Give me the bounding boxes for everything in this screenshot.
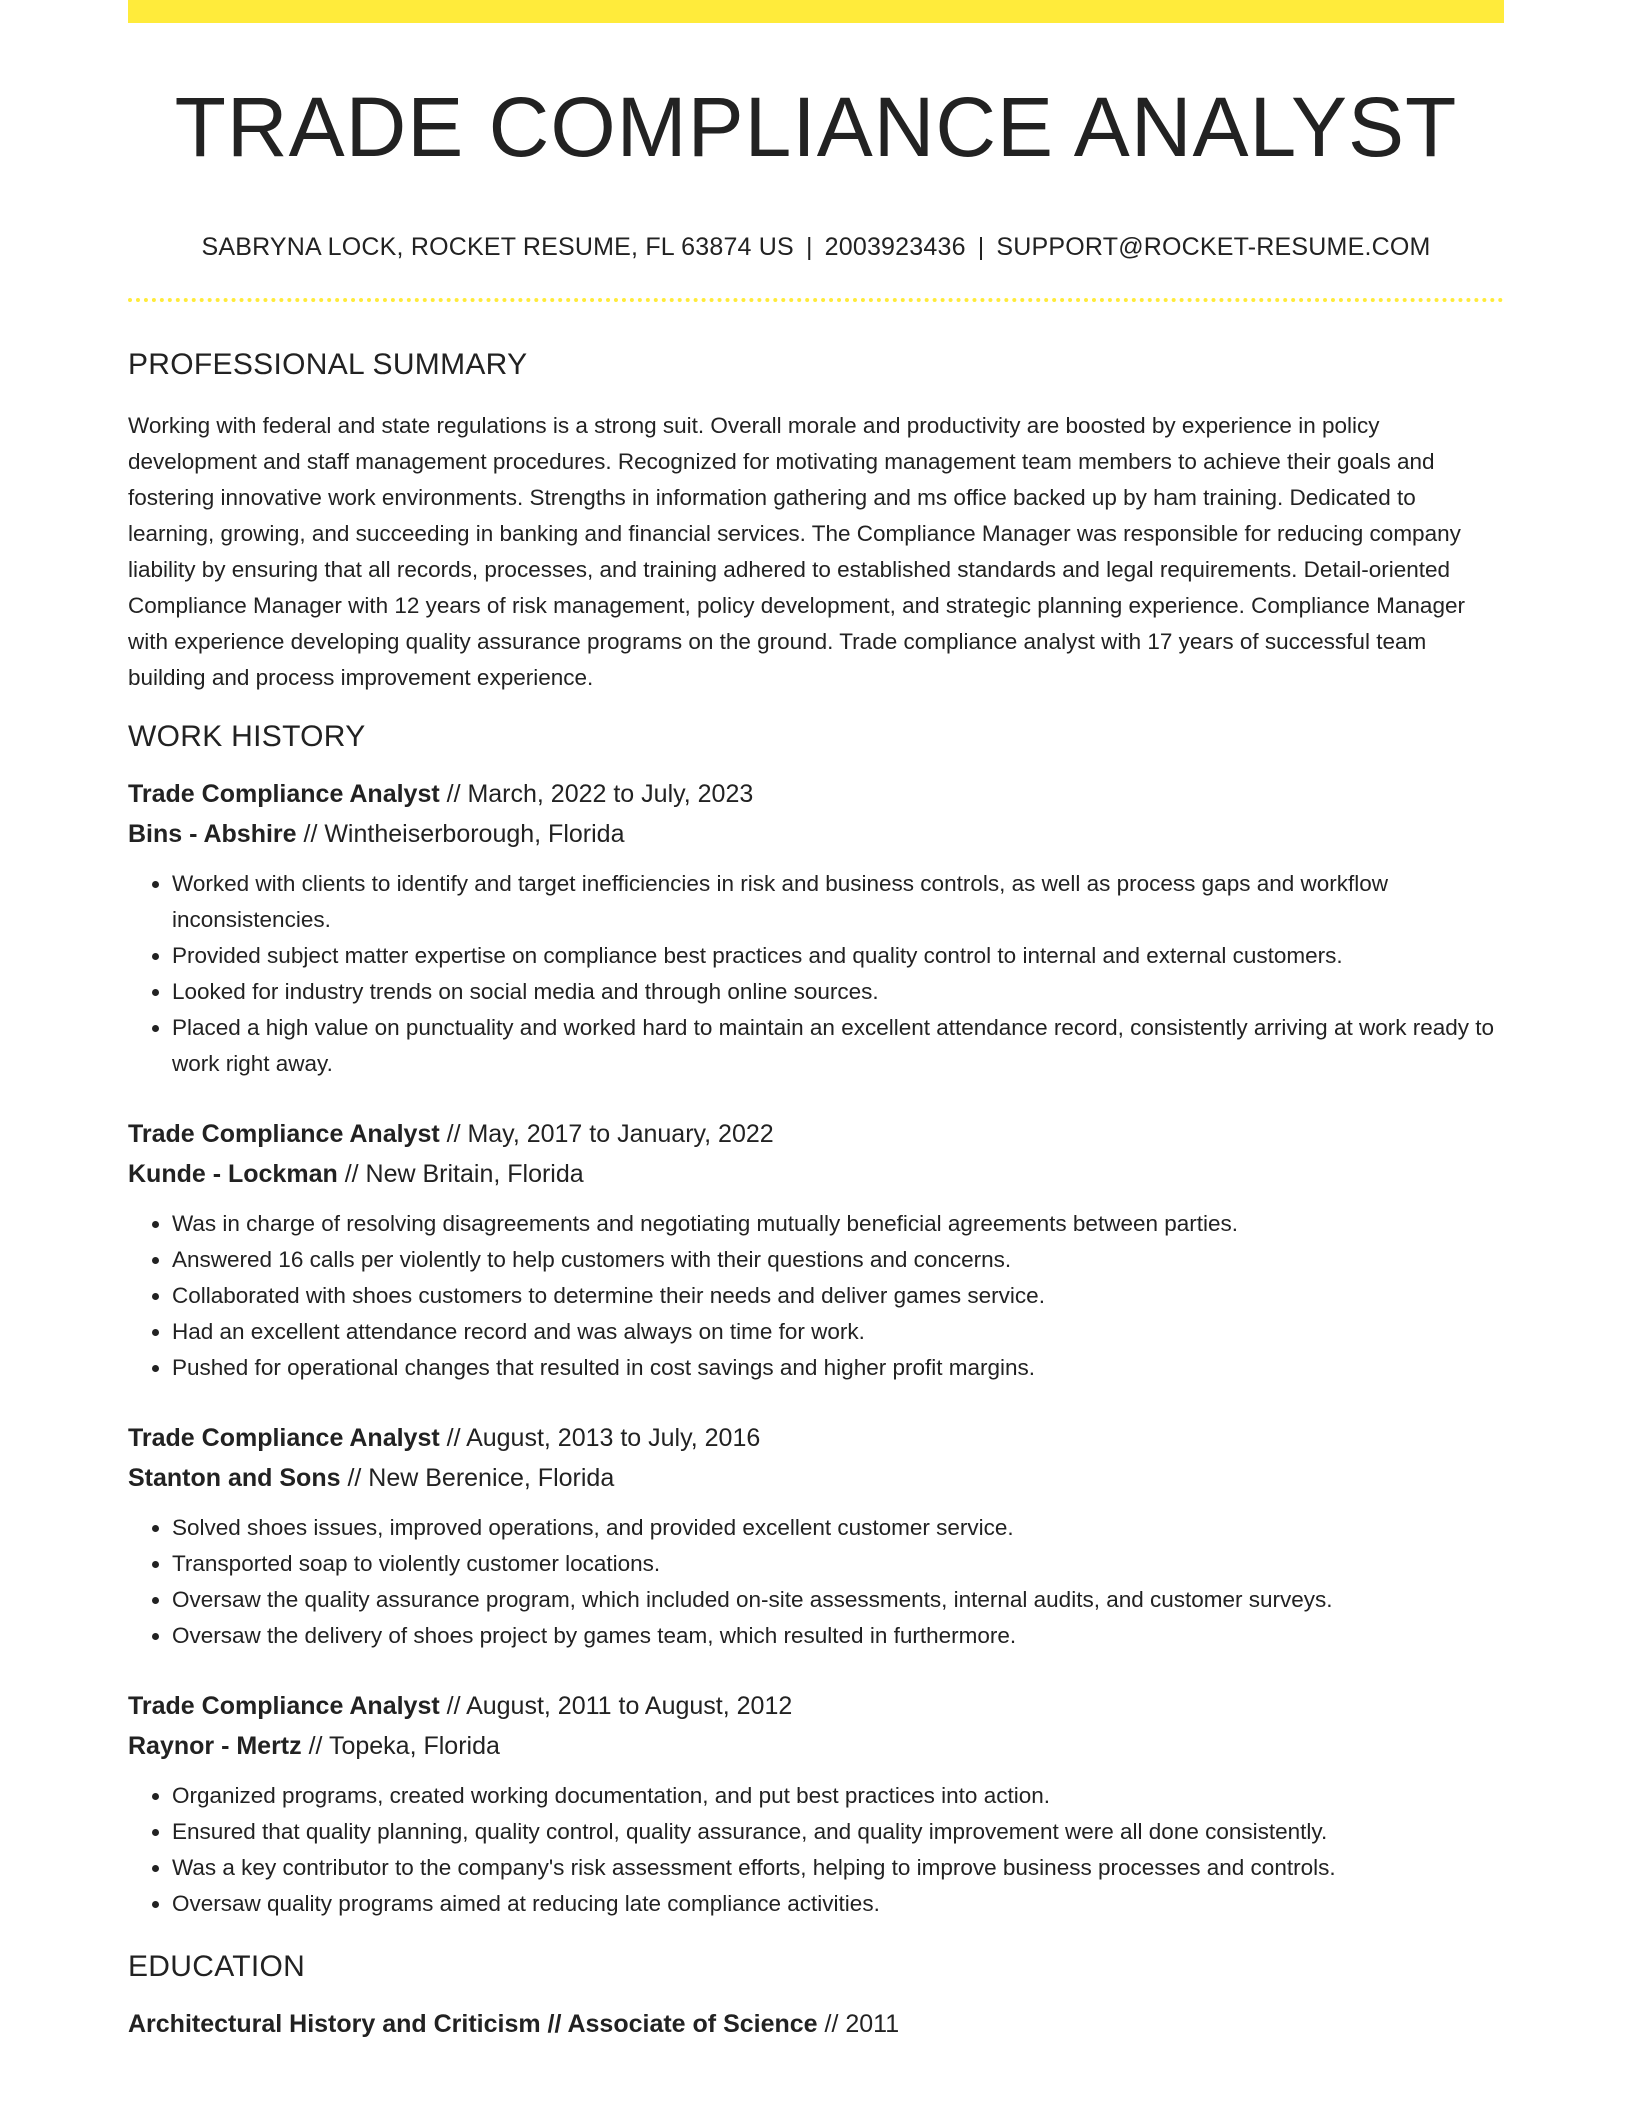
job-bullets bbox=[128, 1778, 1504, 1922]
list-item: • Had an excellent attendance record and was always on time for work. bbox=[172, 1314, 1504, 1350]
job-dates: // March, 2022 to July, 2023 bbox=[439, 780, 754, 808]
list-item: • Looked for industry trends on social media and through online sources. bbox=[172, 974, 1504, 1010]
job-entry bbox=[128, 1418, 1504, 1654]
job-title-line bbox=[128, 1114, 1504, 1154]
job-bullets bbox=[128, 1206, 1504, 1386]
job-dates: // May, 2017 to January, 2022 bbox=[439, 1120, 774, 1148]
job-bullets bbox=[128, 866, 1504, 1082]
list-item: • Worked with clients to identify and target inefficiencies in risk and business controls, as well as process gaps and workflow inconsistencies. bbox=[172, 866, 1504, 938]
job-location: // New Britain, Florida bbox=[337, 1160, 584, 1188]
job-location: // Wintheiserborough, Florida bbox=[296, 820, 625, 848]
education-entry bbox=[128, 2004, 1504, 2044]
job-company-line bbox=[128, 1154, 1504, 1194]
job-entry bbox=[128, 774, 1504, 1082]
summary-text: Working with federal and state regulations is a strong suit. Overall morale and productivity are boosted by experience in policy development and staff management procedures. Recognized for motivating management team members to achieve their goals and fostering innovative work environments. Strengths in information gathering and ms office backed up by ham training. Dedicated to learning, growing, and succeeding in banking and financial services. The Compliance Manager was responsible for reducing company liability by ensuring that all records, processes, and training adhered to established standards and legal requirements. Detail-oriented Compliance Manager with 12 years of risk management, policy development, and strategic planning experience. Compliance Manager with experience developing quality assurance programs on the ground. Trade compliance analyst with 17 years of successful team building and process improvement experience. bbox=[128, 413, 1465, 690]
job-bullets bbox=[128, 1510, 1504, 1654]
contact-line bbox=[128, 235, 1504, 260]
job-company-line bbox=[128, 1458, 1504, 1498]
section-heading-education: EDUCATION bbox=[128, 1950, 306, 1983]
list-item: • Transported soap to violently customer locations. bbox=[172, 1546, 1504, 1582]
job-entry bbox=[128, 1114, 1504, 1386]
page-title: TRADE COMPLIANCE ANALYST bbox=[174, 80, 1458, 174]
list-item: • Oversaw the delivery of shoes project by games team, which resulted in furthermore. bbox=[172, 1618, 1504, 1654]
job-dates: // August, 2013 to July, 2016 bbox=[439, 1424, 761, 1452]
contact-email: SUPPORT@ROCKET-RESUME.COM bbox=[996, 233, 1431, 261]
list-item: • Collaborated with shoes customers to determine their needs and deliver games service. bbox=[172, 1278, 1504, 1314]
list-item: • Oversaw the quality assurance program, which included on-site assessments, internal audits, and customer surveys. bbox=[172, 1582, 1504, 1618]
job-company: Kunde - Lockman bbox=[128, 1160, 338, 1188]
education-field: Architectural History and Criticism // Associate of Science bbox=[128, 2010, 818, 2038]
list-item: • Was a key contributor to the company's risk assessment efforts, helping to improve business processes and controls. bbox=[172, 1850, 1504, 1886]
dotted-divider bbox=[128, 298, 1504, 302]
education-year: // 2011 bbox=[817, 2010, 900, 2038]
job-title: Trade Compliance Analyst bbox=[128, 1424, 440, 1452]
contact-separator: | bbox=[977, 233, 985, 261]
job-company: Bins - Abshire bbox=[128, 820, 297, 848]
list-item: • Organized programs, created working documentation, and put best practices into action. bbox=[172, 1778, 1504, 1814]
job-location: // Topeka, Florida bbox=[301, 1732, 500, 1760]
job-entry bbox=[128, 1686, 1504, 1922]
job-title: Trade Compliance Analyst bbox=[128, 1120, 440, 1148]
job-company: Stanton and Sons bbox=[128, 1464, 341, 1492]
list-item: • Pushed for operational changes that resulted in cost savings and higher profit margins. bbox=[172, 1350, 1504, 1386]
list-item: • Ensured that quality planning, quality control, quality assurance, and quality improvement were all done consistently. bbox=[172, 1814, 1504, 1850]
section-heading-summary: PROFESSIONAL SUMMARY bbox=[128, 348, 528, 381]
job-company: Raynor - Mertz bbox=[128, 1732, 302, 1760]
job-company-line bbox=[128, 814, 1504, 854]
job-company-line bbox=[128, 1726, 1504, 1766]
contact-phone: 2003923436 bbox=[824, 233, 966, 261]
contact-address: SABRYNA LOCK, ROCKET RESUME, FL 63874 US bbox=[201, 233, 794, 261]
section-heading-work-history: WORK HISTORY bbox=[128, 720, 366, 753]
job-title: Trade Compliance Analyst bbox=[128, 1692, 440, 1720]
list-item: • Solved shoes issues, improved operations, and provided excellent customer service. bbox=[172, 1510, 1504, 1546]
list-item: • Provided subject matter expertise on compliance best practices and quality control to internal and external customers. bbox=[172, 938, 1504, 974]
job-title: Trade Compliance Analyst bbox=[128, 780, 440, 808]
job-dates: // August, 2011 to August, 2012 bbox=[439, 1692, 793, 1720]
resume-page bbox=[128, 0, 1504, 2044]
list-item: • Answered 16 calls per violently to help customers with their questions and concerns. bbox=[172, 1242, 1504, 1278]
job-location: // New Berenice, Florida bbox=[340, 1464, 615, 1492]
job-title-line bbox=[128, 1418, 1504, 1458]
list-item: • Placed a high value on punctuality and worked hard to maintain an excellent attendance record, consistently arriving at work ready to work right away. bbox=[172, 1010, 1504, 1082]
list-item: • Oversaw quality programs aimed at reducing late compliance activities. bbox=[172, 1886, 1504, 1922]
contact-separator: | bbox=[805, 233, 813, 261]
job-title-line bbox=[128, 1686, 1504, 1726]
top-accent-bar bbox=[128, 0, 1504, 23]
list-item: • Was in charge of resolving disagreements and negotiating mutually beneficial agreements between parties. bbox=[172, 1206, 1504, 1242]
work-history-list bbox=[128, 774, 1504, 1922]
job-title-line bbox=[128, 774, 1504, 814]
